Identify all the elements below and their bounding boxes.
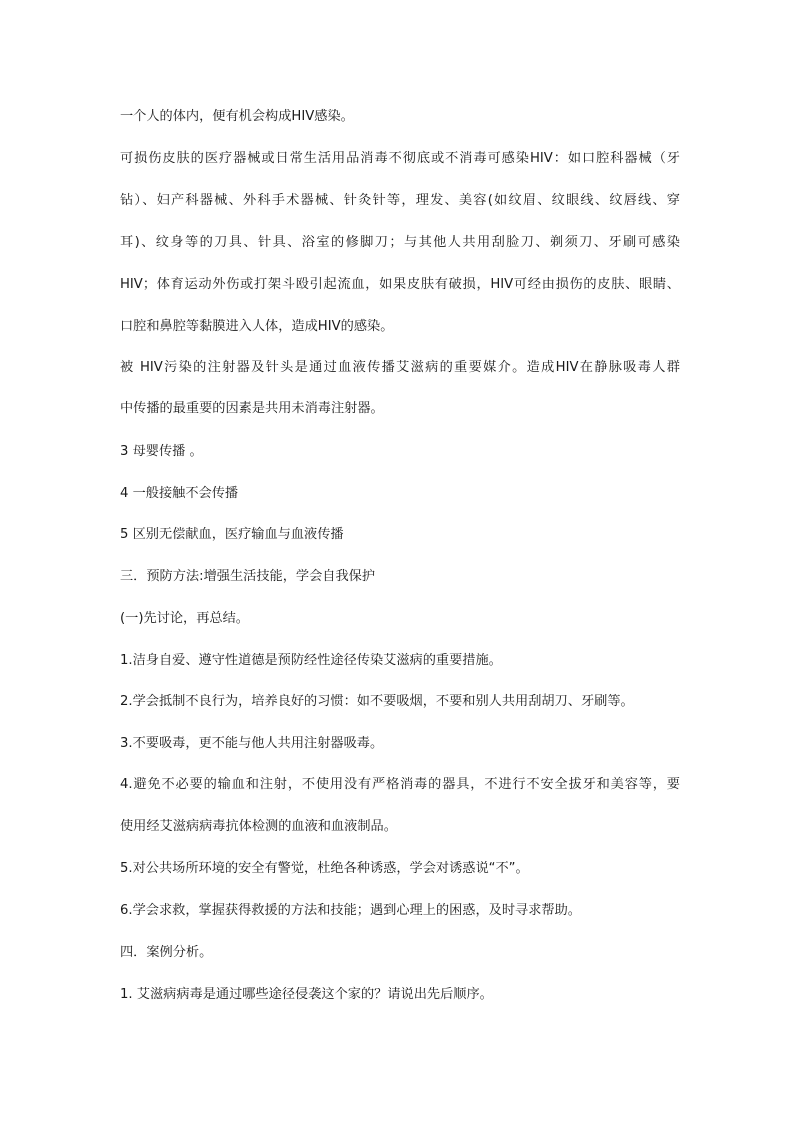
text-line-11: 5 区别无偿献血，医疗输血与血液传播 bbox=[120, 527, 344, 542]
text-line-16: 3.不要吸毒，更不能与他人共用注射器吸毒。 bbox=[120, 736, 384, 751]
text-line-20: 6.学会求救，掌握获得救援的方法和技能；遇到心理上的困惑，及时寻求帮助。 bbox=[120, 903, 581, 918]
text-line-15: 2.学会抵制不良行为，培养良好的习惯：如不要吸烟，不要和别人共用刮胡刀、牙刷等。 bbox=[120, 694, 634, 709]
text-line-7: 被 HIV污染的注射器及针头是通过血液传播艾滋病的重要媒介。造成HIV在静脉吸毒人群 bbox=[120, 360, 680, 375]
text-line-18: 使用经艾滋病病毒抗体检测的血液和血液制品。 bbox=[120, 819, 397, 834]
text-line-12: 三．预防方法:增强生活技能，学会自我保护 bbox=[120, 569, 376, 584]
text-line-10: 4 一般接触不会传播 bbox=[120, 486, 239, 501]
text-line-13: (一)先讨论，再总结。 bbox=[120, 611, 249, 626]
text-line-19: 5.对公共场所环境的安全有警觉，杜绝各种诱惑，学会对诱惑说“不”。 bbox=[120, 861, 529, 876]
text-line-21: 四．案例分析。 bbox=[120, 945, 213, 960]
text-line-3: 钻）、妇产科器械、外科手术器械、针灸针等，理发、美容(如纹眉、纹眼线、纹唇线、穿 bbox=[120, 193, 680, 208]
text-line-4: 耳)、纹身等的刀具、针具、浴室的修脚刀；与其他人共用刮脸刀、剃须刀、牙刷可感染 bbox=[120, 235, 680, 250]
text-line-17: 4.避免不必要的输血和注射，不使用没有严格消毒的器具，不进行不安全拔牙和美容等，要 bbox=[120, 777, 680, 792]
text-line-5: HIV；体育运动外伤或打架斗殴引起流血，如果皮肤有破损，HIV可经由损伤的皮肤、眼睛、 bbox=[120, 277, 680, 292]
text-line-22: 1. 艾滋病病毒是通过哪些途径侵袭这个家的？请说出先后顺序。 bbox=[120, 987, 493, 1002]
text-line-14: 1.洁身自爱、遵守性道德是预防经性途径传染艾滋病的重要措施。 bbox=[120, 653, 502, 668]
text-line-6: 口腔和鼻腔等黏膜进入人体，造成HIV的感染。 bbox=[120, 319, 394, 334]
text-line-1: 一个人的体内，便有机会构成HIV感染。 bbox=[120, 109, 354, 124]
text-line-2: 可损伤皮肤的医疗器械或日常生活用品消毒不彻底或不消毒可感染HIV：如口腔科器械（牙 bbox=[120, 151, 680, 166]
text-line-8: 中传播的最重要的因素是共用未消毒注射器。 bbox=[120, 401, 384, 416]
text-line-9: 3 母婴传播 。 bbox=[120, 444, 203, 459]
